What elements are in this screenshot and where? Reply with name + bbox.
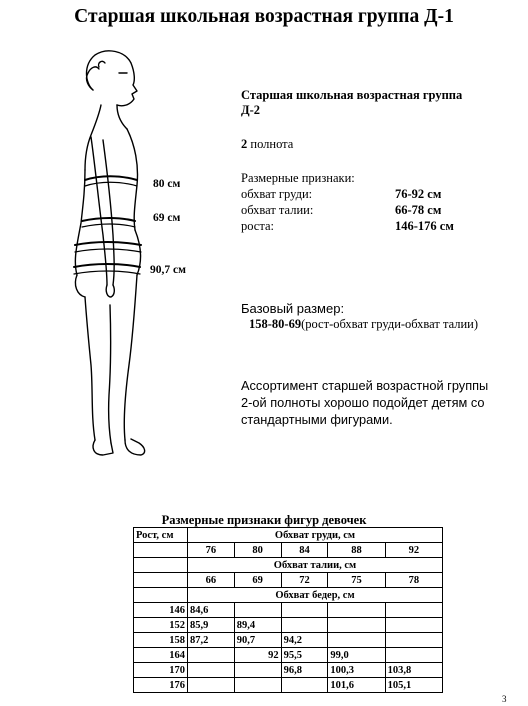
girl-figure-illustration [55, 45, 150, 465]
page-title: Старшая школьная возрастная группа Д-1 [74, 6, 454, 27]
hips-cell [188, 648, 235, 663]
empty-cell [134, 573, 188, 588]
fullness-line [241, 137, 293, 152]
hips-cell [281, 678, 328, 693]
table-row [134, 648, 443, 663]
waist-header: Обхват талии, см [188, 558, 443, 573]
height-header: Рост, см [134, 528, 188, 543]
hips-cell: 101,6 [328, 678, 385, 693]
base-size-line [249, 317, 478, 332]
row-height: 158 [134, 633, 188, 648]
table-row [134, 618, 443, 633]
hips-cell: 94,2 [281, 633, 328, 648]
hips-cell [234, 663, 281, 678]
row-height: 164 [134, 648, 188, 663]
hips-cell: 99,0 [328, 648, 385, 663]
base-size-value: 158-80-69 [249, 317, 302, 331]
hips-cell: 96,8 [281, 663, 328, 678]
chest-value-cell: 84 [281, 543, 328, 558]
chest-value-cell: 88 [328, 543, 385, 558]
table-row [134, 633, 443, 648]
chest-value-cell: 92 [385, 543, 442, 558]
height-value: 146-176 см [395, 219, 454, 233]
waist-value-cell: 78 [385, 573, 442, 588]
hips-cell [281, 603, 328, 618]
group-subtitle: Старшая школьная возрастная группа Д-2 [241, 88, 463, 117]
row-height: 176 [134, 678, 188, 693]
hips-cell [281, 618, 328, 633]
empty-cell [134, 543, 188, 558]
hips-cell [385, 633, 442, 648]
chest-value-cell: 76 [188, 543, 235, 558]
chest-measurement: 80 см [153, 178, 181, 190]
hips-cell: 95,5 [281, 648, 328, 663]
row-height: 146 [134, 603, 188, 618]
hips-cell: 103,8 [385, 663, 442, 678]
waist-value-cell: 75 [328, 573, 385, 588]
waist-value-cell: 69 [234, 573, 281, 588]
hips-cell [385, 603, 442, 618]
hips-cell [234, 603, 281, 618]
hips-cell [328, 633, 385, 648]
hips-cell [234, 678, 281, 693]
hips-cell: 90,7 [234, 633, 281, 648]
base-size-label: Базовый размер: [241, 301, 345, 316]
hips-cell: 100,3 [328, 663, 385, 678]
waist-label: обхват талии: [241, 203, 314, 217]
chest-header: Обхват груди, см [188, 528, 443, 543]
row-height: 152 [134, 618, 188, 633]
waist-value: 66-78 см [395, 203, 442, 217]
row-height: 170 [134, 663, 188, 678]
hips-cell [328, 603, 385, 618]
table-row [134, 663, 443, 678]
hips-cell [188, 678, 235, 693]
table-title: Размерные признаки фигур девочек [161, 513, 367, 527]
base-size-note: (рост-обхват груди-обхват талии) [301, 317, 479, 331]
hips-cell: 89,4 [234, 618, 281, 633]
hips-cell: 84,6 [188, 603, 235, 618]
empty-cell [134, 588, 188, 603]
fullness-label: полнота [250, 137, 294, 151]
chest-label: обхват груди: [241, 187, 313, 201]
hips-cell: 105,1 [385, 678, 442, 693]
hips-cell [328, 618, 385, 633]
size-signs-title: Размерные признаки: [241, 171, 355, 185]
hips-cell: 87,2 [188, 633, 235, 648]
hips-header: Обхват бедер, см [188, 588, 443, 603]
hips-cell [385, 618, 442, 633]
hips-cell: 92 [234, 648, 281, 663]
table-row [134, 603, 443, 618]
hips-cell [188, 663, 235, 678]
waist-value-cell: 66 [188, 573, 235, 588]
page-number: 3 [502, 694, 507, 704]
hips-cell [385, 648, 442, 663]
chest-value-cell: 80 [234, 543, 281, 558]
size-table [133, 527, 443, 693]
hips-cell: 85,9 [188, 618, 235, 633]
empty-cell [134, 558, 188, 573]
assortment-text: Ассортимент старшей возрастной группы 2-ой полноты хорошо подойдет детям со стандартными фигурами. [241, 378, 489, 427]
chest-value: 76-92 см [395, 187, 442, 201]
waist-measurement: 69 см [153, 212, 181, 224]
waist-value-cell: 72 [281, 573, 328, 588]
fullness-number: 2 [241, 137, 248, 151]
height-label: роста: [241, 219, 274, 233]
table-row [134, 678, 443, 693]
hips-measurement: 90,7 см [150, 264, 186, 276]
